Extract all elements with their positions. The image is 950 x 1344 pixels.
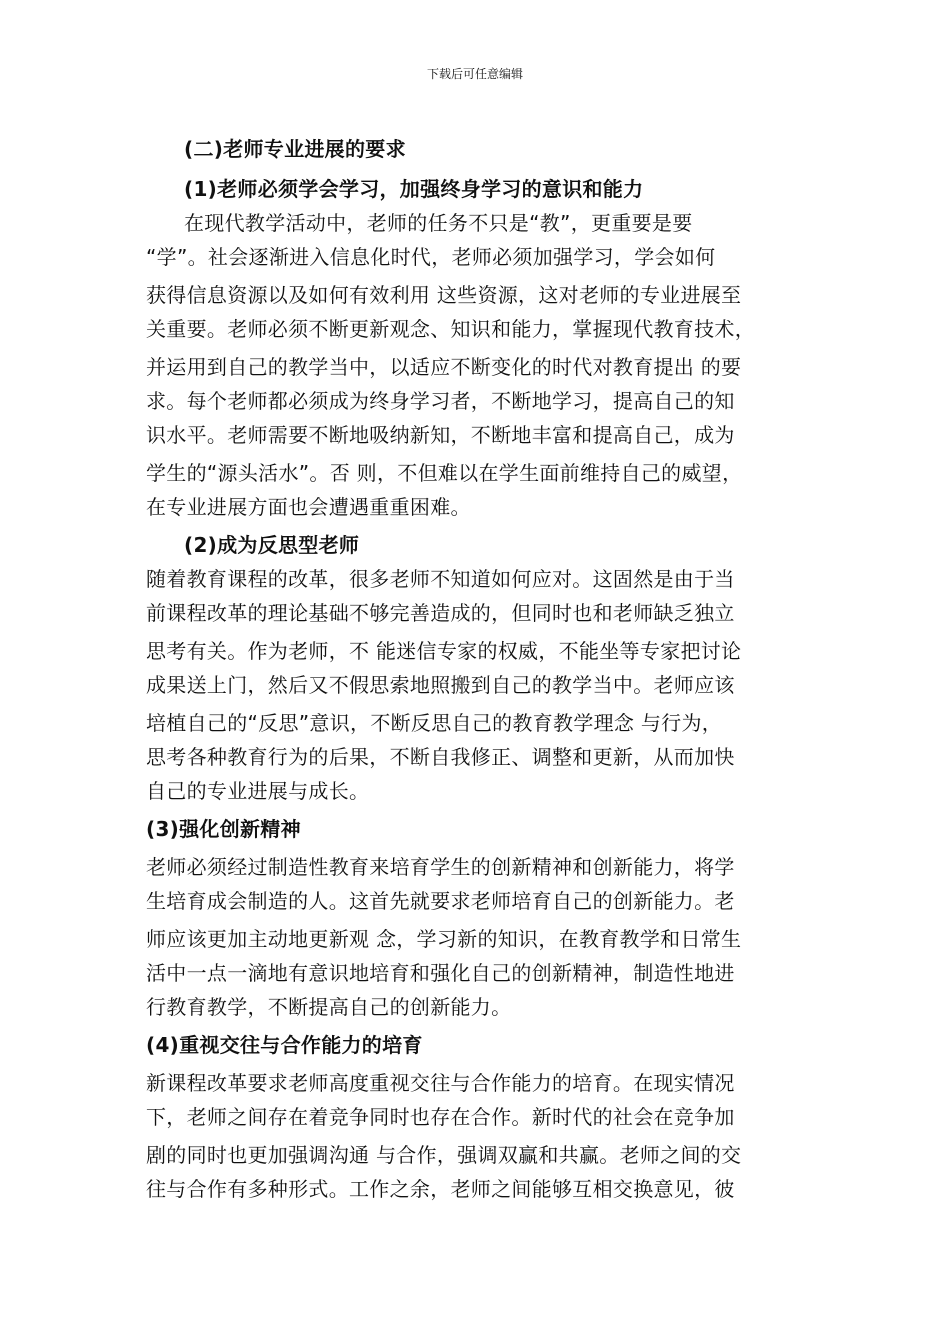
paragraph-line: “学”。社会逐渐进入信息化时代，老师必须加强学习，学会如何	[146, 245, 716, 269]
paragraph-line: 求。每个老师都必须成为终身学习者，不断地学习，提高自己的知	[146, 389, 735, 413]
paragraph-line: 前课程改革的理论基础不够完善造成的，但同时也和老师缺乏独立	[146, 601, 735, 625]
subheading-3: (3)强化创新精神	[146, 817, 301, 841]
paragraph-line: 识水平。老师需要不断地吸纳新知，不断地丰富和提高自己，成为	[146, 423, 735, 447]
paragraph-line: 学生的“源头活水”。否 则，不但难以在学生面前维持自己的威望，	[146, 461, 743, 485]
paragraph-line: 培植自己的“反思”意识，不断反思自己的教育教学理念 与行为，	[146, 711, 723, 735]
paragraph-line: 剧的同时也更加强调沟通 与合作，强调双赢和共赢。老师之间的交	[146, 1143, 742, 1167]
paragraph-line: 思考各种教育行为的后果，不断自我修正、调整和更新，从而加快	[146, 745, 735, 769]
paragraph-line: 往与合作有多种形式。工作之余，老师之间能够互相交换意见，彼	[146, 1177, 735, 1201]
page-header: 下载后可任意编辑	[426, 67, 523, 81]
paragraph-line: 新课程改革要求老师高度重视交往与合作能力的培育。在现实情况	[146, 1071, 735, 1095]
paragraph-line: 下，老师之间存在着竞争同时也存在合作。新时代的社会在竞争加	[146, 1105, 735, 1129]
paragraph-line: 老师必须经过制造性教育来培育学生的创新精神和创新能力，将学	[146, 855, 735, 879]
subheading-4: (4)重视交往与合作能力的培育	[146, 1033, 423, 1057]
paragraph-line: 自己的专业进展与成长。	[146, 779, 370, 803]
paragraph-line: 生培育成会制造的人。这首先就要求老师培育自己的创新能力。老	[146, 889, 735, 913]
section-title: (二)老师专业进展的要求	[184, 137, 406, 161]
document-body	[146, 132, 812, 1206]
paragraph-line: 并运用到自己的教学当中，以适应不断变化的时代对教育提出 的要	[146, 355, 742, 379]
subheading-2: (2)成为反思型老师	[184, 533, 360, 557]
subheading-1: (1)老师必须学会学习，加强终身学习的意识和能力	[184, 177, 644, 201]
paragraph-line: 随着教育课程的改革，很多老师不知道如何应对。这固然是由于当	[146, 567, 735, 591]
paragraph-line: 活中一点一滴地有意识地培育和强化自己的创新精神，制造性地进	[146, 961, 735, 985]
paragraph-line: 师应该更加主动地更新观 念，学习新的知识，在教育教学和日常生	[146, 927, 742, 951]
paragraph-line: 思考有关。作为老师，不 能迷信专家的权威，不能坐等专家把讨论	[146, 639, 742, 663]
paragraph-line: 在专业进展方面也会遭遇重重困难。	[146, 495, 471, 519]
paragraph-line: 成果送上门，然后又不假思索地照搬到自己的教学当中。老师应该	[146, 673, 735, 697]
paragraph-line: 获得信息资源以及如何有效利用 这些资源，这对老师的专业进展至	[146, 283, 742, 307]
paragraph-line: 在现代教学活动中，老师的任务不只是“教”，更重要是要	[184, 211, 693, 235]
paragraph-line: 行教育教学，不断提高自己的创新能力。	[146, 995, 512, 1019]
paragraph-line: 关重要。老师必须不断更新观念、知识和能力，掌握现代教育技术，	[146, 317, 755, 341]
